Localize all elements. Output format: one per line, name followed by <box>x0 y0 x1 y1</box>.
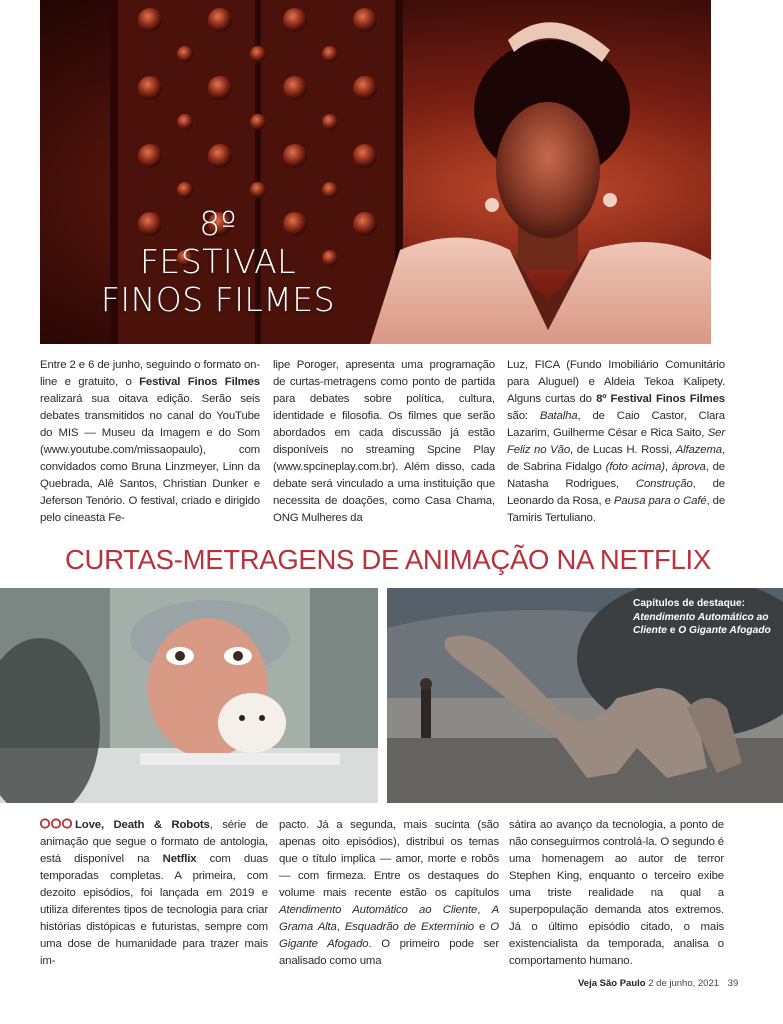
caption-episode-1: Atendimento Automático ao Cliente <box>633 611 769 636</box>
animation-still-left <box>0 588 378 803</box>
page-footer <box>578 978 739 989</box>
section-title: CURTAS-METRAGENS DE ANIMAÇÃO NA NETFLIX <box>65 544 711 575</box>
festival-column-3: Luz, FICA (Fundo Imobiliário Comunitário para Aluguel) e Aldeia Tekoa Kalipety. Alguns curtas do 8º Festival Finos Filmes são: Batalha, de Caio Castor, Clara Lazarim, Guilherme César e Rica Saito, Ser Feliz no Vão, de Lucas H. Rossi, Alfazema, de Sabrina Fidalgo (foto acima), àprova, de Natasha Rodrigues, Construção, de Leonardo da Rosa, e Pausa para o Café, de Tamiris Tertuliano. <box>507 359 726 524</box>
series-title-bold: Love, Death & Robots <box>75 819 210 831</box>
festival-column-1: Entre 2 e 6 de junho, seguindo o formato on-line e gratuito, o Festival Finos Filmes realizará sua oitava edição. Serão seis debates transmitidos no canal do YouTube do MIS — Museu da Imagem e do Som (www.youtube.com/missaopaulo), com convidados como Bruna Linzmeyer, Linn da Quebrada, Alê Santos, Christian Dunker e Jeferson Tenório. O festival, criado e dirigido pelo cineasta Fe- <box>40 359 260 524</box>
footer-date: 2 de junho, 2021 <box>648 978 720 989</box>
caption-episode-2: O Gigante Afogado <box>678 625 771 636</box>
image-caption: Capítulos de destaque: Atendimento Automático ao Cliente e O Gigante Afogado <box>633 598 771 636</box>
animation-still-right <box>387 588 783 803</box>
hero-title <box>88 205 348 319</box>
footer-brand: Veja São Paulo <box>578 978 646 989</box>
hero-title-festival: FESTIVAL <box>139 242 297 281</box>
netflix-column-1: Love, Death & Robots, série de animação que segue o formato de antologia, está disponível na Netflix com duas temporadas completas. A primeira, com dezoito episódios, foi lançada em 2019 e utiliza diferentes tipos de tecnologia para criar histórias distópicas e futuristas, sempre com uma dose de humanidade para trazer mais im- <box>40 819 268 967</box>
festival-name-bold: 8º Festival Finos Filmes <box>596 393 725 405</box>
netflix-bold: Netflix <box>162 853 197 865</box>
festival-name-bold: Festival Finos Filmes <box>139 376 260 388</box>
festival-column-2: lipe Poroger, apresenta uma programação de curtas-metragens como ponto de partida para debates sobre política, cultura, identidade e filosofia. Os filmes que serão abordados em cada discussão já estão disponíveis no streaming Spcine Play (www.spcineplay.com.br). Além disso, cada debate será vinculado a uma instituição que necessita de doações, como Casa Chama, ONG Mulheres da <box>273 359 495 524</box>
three-rating-circles-icon <box>40 818 72 829</box>
hero-title-name: FINOS FILMES <box>100 280 336 319</box>
netflix-column-3: sátira ao avanço da tecnologia, a ponto de não conseguirmos controlá-la. O segundo é uma homenagem ao autor de terror Stephen King, enquanto o terceiro exibe uma triste realidade na qual a superpopulação demanda atos extremos. Já o último episódio citado, o mais existencialista da temporada, analisa o comportamento humano. <box>509 819 724 967</box>
hero-title-number: 8º <box>199 204 237 243</box>
caption-label: Capítulos de destaque: <box>633 598 746 609</box>
hero-photo <box>40 0 711 344</box>
page-number: 39 <box>727 978 739 989</box>
netflix-column-2: pacto. Já a segunda, mais sucinta (são apenas oito episódios), distribui os temas que o título implica — amor, morte e robôs — com firmeza. Entre os destaques do volume mais recente estão os capítulos Atendimento Automático ao Cliente, A Grama Alta, Esquadrão de Extermínio e O Gigante Afogado. O primeiro pode ser analisado como uma <box>279 819 500 967</box>
animation-still-left-illustration <box>0 588 378 803</box>
